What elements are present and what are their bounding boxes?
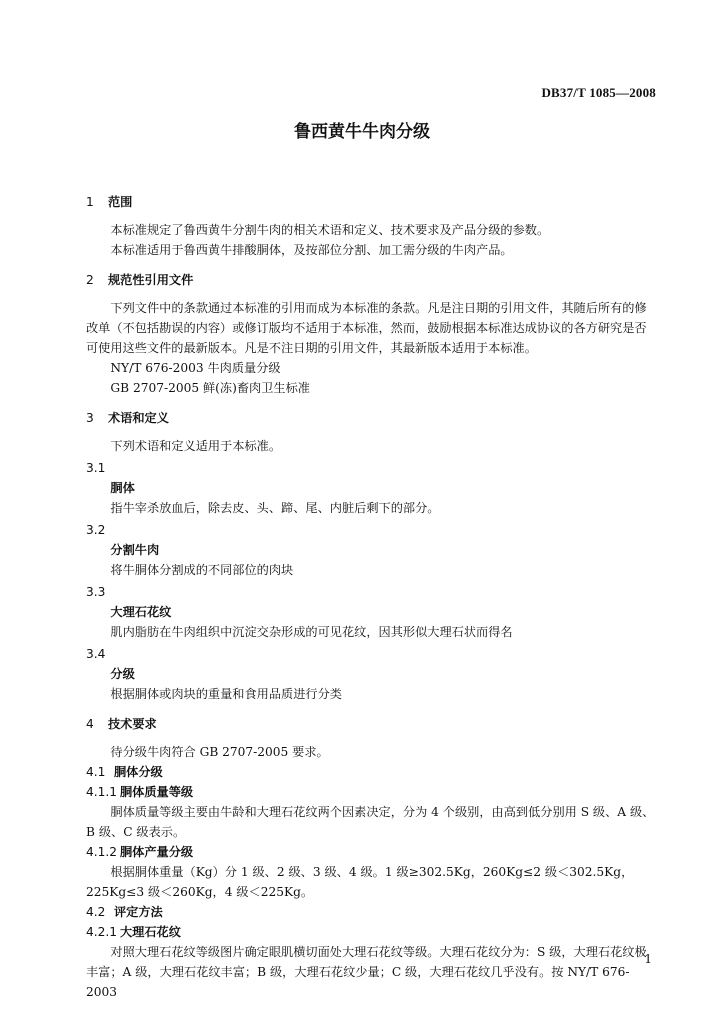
paragraph: 下列术语和定义适用于本标准。 bbox=[110, 439, 282, 453]
paragraph: 本标准规定了鲁西黄牛分割牛肉的相关术语和定义、技术要求及产品分级的参数。 bbox=[110, 223, 550, 237]
paragraph: 对照大理石花纹等级图片确定眼肌横切面处大理石花纹等级。大理石花纹分为：S 级，大理石花纹极丰富；A 级，大理石花纹丰富；B 级，大理石花纹少量；C 级，大理石花纹几乎没有。按 NY/T 676-2003 bbox=[86, 945, 647, 999]
term-definition: 指牛宰杀放血后，除去皮、头、蹄、尾、内脏后剩下的部分。 bbox=[110, 501, 440, 515]
term-number: 3.2 bbox=[86, 523, 106, 537]
page-number: 1 bbox=[644, 952, 652, 966]
term-name: 胴体 bbox=[110, 481, 135, 495]
term-name: 分级 bbox=[110, 667, 135, 681]
term-name: 分割牛肉 bbox=[110, 543, 160, 557]
standard-number: DB37/T 1085—2008 bbox=[541, 85, 656, 100]
subsection-heading: 4.1.2 胴体产量分级 bbox=[86, 845, 194, 859]
paragraph: 本标准适用于鲁西黄牛排酸胴体，及按部位分割、加工需分级的牛肉产品。 bbox=[110, 243, 513, 257]
term-definition: 肌内脂肪在牛肉组织中沉淀交杂形成的可见花纹，因其形似大理石状而得名 bbox=[110, 625, 513, 639]
document-body bbox=[86, 182, 658, 1002]
section-heading: 3 术语和定义 bbox=[86, 411, 169, 425]
reference-item: GB 2707-2005 鲜(冻)畜肉卫生标准 bbox=[110, 381, 310, 395]
term-definition: 将牛胴体分割成的不同部位的肉块 bbox=[110, 563, 294, 577]
paragraph: 根据胴体重量（Kg）分 1 级、2 级、3 级、4 级。1 级≥302.5Kg，260Kg≤2 级＜302.5Kg，225Kg≤3 级＜260Kg，4 级＜225Kg。 bbox=[86, 865, 634, 899]
term-number: 3.3 bbox=[86, 585, 106, 599]
term-number: 3.4 bbox=[86, 647, 106, 661]
paragraph: 下列文件中的条款通过本标准的引用而成为本标准的条款。凡是注日期的引用文件，其随后所有的修改单（不包括勘误的内容）或修订版均不适用于本标准，然而，鼓励根据本标准达成协议的各方研究是否可使用这些文件的最新版本。凡是不注日期的引用文件，其最新版本适用于本标准。 bbox=[86, 301, 647, 355]
subsection-heading: 4.2.1 大理石花纹 bbox=[86, 925, 181, 939]
term-number: 3.1 bbox=[86, 461, 106, 475]
subsection-heading: 4.1 胴体分级 bbox=[86, 765, 163, 779]
term-definition: 根据胴体或肉块的重量和食用品质进行分类 bbox=[110, 687, 342, 701]
term-name: 大理石花纹 bbox=[110, 605, 172, 619]
subsection-heading: 4.2 评定方法 bbox=[86, 905, 163, 919]
subsection-heading: 4.1.1 胴体质量等级 bbox=[86, 785, 194, 799]
paragraph: 待分级牛肉符合 GB 2707-2005 要求。 bbox=[110, 745, 329, 759]
section-heading: 4 技术要求 bbox=[86, 717, 157, 731]
paragraph: 胴体质量等级主要由牛龄和大理石花纹两个因素决定，分为 4 个级别，由高到低分别用 S 级、A 级、B 级、C 级表示。 bbox=[86, 805, 655, 839]
document-title: 鲁西黄牛牛肉分级 bbox=[294, 122, 430, 142]
reference-item: NY/T 676-2003 牛肉质量分级 bbox=[110, 361, 281, 375]
section-heading: 2 规范性引用文件 bbox=[86, 273, 194, 287]
section-heading: 1 范围 bbox=[86, 195, 133, 209]
